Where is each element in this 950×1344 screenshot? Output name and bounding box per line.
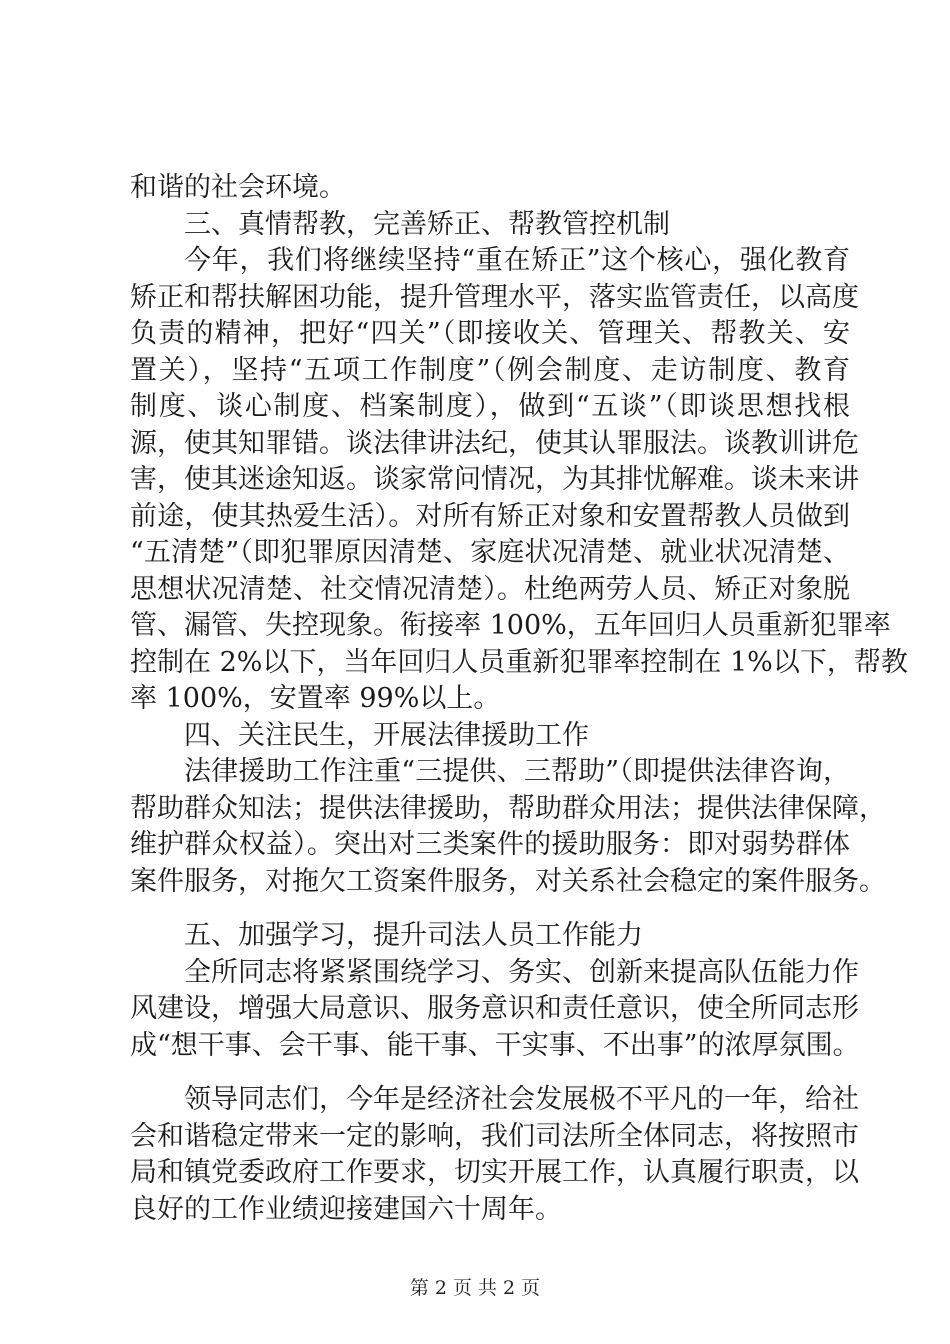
paragraph-line: 控制在 2%以下，当年回归人员重新犯罪率控制在 1%以下，帮教	[130, 646, 908, 678]
paragraph-line: 领导同志们，今年是经济社会发展极不平凡的一年，给社	[184, 1084, 859, 1115]
paragraph-line: 源，使其知罪错。谈法律讲法纪，使其认罪服法。谈教训讲危	[130, 427, 859, 459]
paragraph-line: 维护群众权益）。突出对三类案件的援助服务：即对弱势群体	[130, 829, 850, 860]
page-number-footer: 第 2 页 共 2 页	[409, 1277, 541, 1299]
paragraph-line: 风建设，增强大局意识、服务意识和责任意识，使全所同志形	[130, 993, 859, 1024]
paragraph-line: 成“想干事、会干事、能干事、干实事、不出事”的浓厚氛围。	[130, 1029, 860, 1061]
paragraph-line: 案件服务，对拖欠工资案件服务，对关系社会稳定的案件服务。	[130, 865, 886, 897]
paragraph-line: 局和镇党委政府工作要求，切实开展工作，认真履行职责，以	[130, 1157, 859, 1188]
paragraph-line: 会和谐稳定带来一定的影响，我们司法所全体同志，将按照市	[130, 1120, 859, 1152]
paragraph-line: 法律援助工作注重“三提供、三帮助”（即提供法律咨询，	[184, 756, 850, 787]
paragraph-line: 前途，使其热爱生活）。对所有矫正对象和安置帮教人员做到	[130, 500, 850, 532]
paragraph-line: “五清楚”（即犯罪原因清楚、家庭状况清楚、就业状况清楚、	[130, 537, 850, 568]
paragraph-line: 负责的精神，把好“四关”（即接收关、管理关、帮教关、安	[130, 318, 850, 349]
paragraph-line: 今年，我们将继续坚持“重在矫正”这个核心，强化教育	[184, 245, 850, 276]
paragraph-line: 思想状况清楚、社交情况清楚）。杜绝两劳人员、矫正对象脱	[130, 573, 850, 605]
document-body	[130, 170, 908, 1228]
section-heading-5: 五、加强学习，提升司法人员工作能力	[184, 920, 643, 951]
section-heading-3: 三、真情帮教，完善矫正、帮教管控机制	[184, 208, 670, 240]
paragraph-line: 帮助群众知法；提供法律援助，帮助群众用法；提供法律保障，	[130, 792, 886, 824]
section-heading-4: 四、关注民生，开展法律援助工作	[184, 719, 589, 751]
paragraph-line: 全所同志将紧紧围绕学习、务实、创新来提高队伍能力作	[184, 956, 859, 988]
paragraph-line: 矫正和帮扶解困功能，提升管理水平，落实监管责任，以高度	[130, 281, 859, 313]
paragraph-line: 管、漏管、失控现象。衔接率 100%，五年回归人员重新犯罪率	[130, 610, 891, 641]
paragraph-line: 良好的工作业绩迎接建国六十周年。	[130, 1193, 562, 1225]
paragraph-line: 害，使其迷途知返。谈家常问情况，为其排忧解难。谈未来讲	[130, 464, 859, 495]
paragraph-line: 置关），坚持“五项工作制度”（例会制度、走访制度、教育	[130, 354, 850, 386]
paragraph-line: 和谐的社会环境。	[130, 172, 346, 203]
paragraph-line: 制度、谈心制度、档案制度），做到“五谈”（即谈思想找根	[130, 391, 850, 422]
paragraph-line: 率 100%，安置率 99%以上。	[130, 683, 501, 714]
